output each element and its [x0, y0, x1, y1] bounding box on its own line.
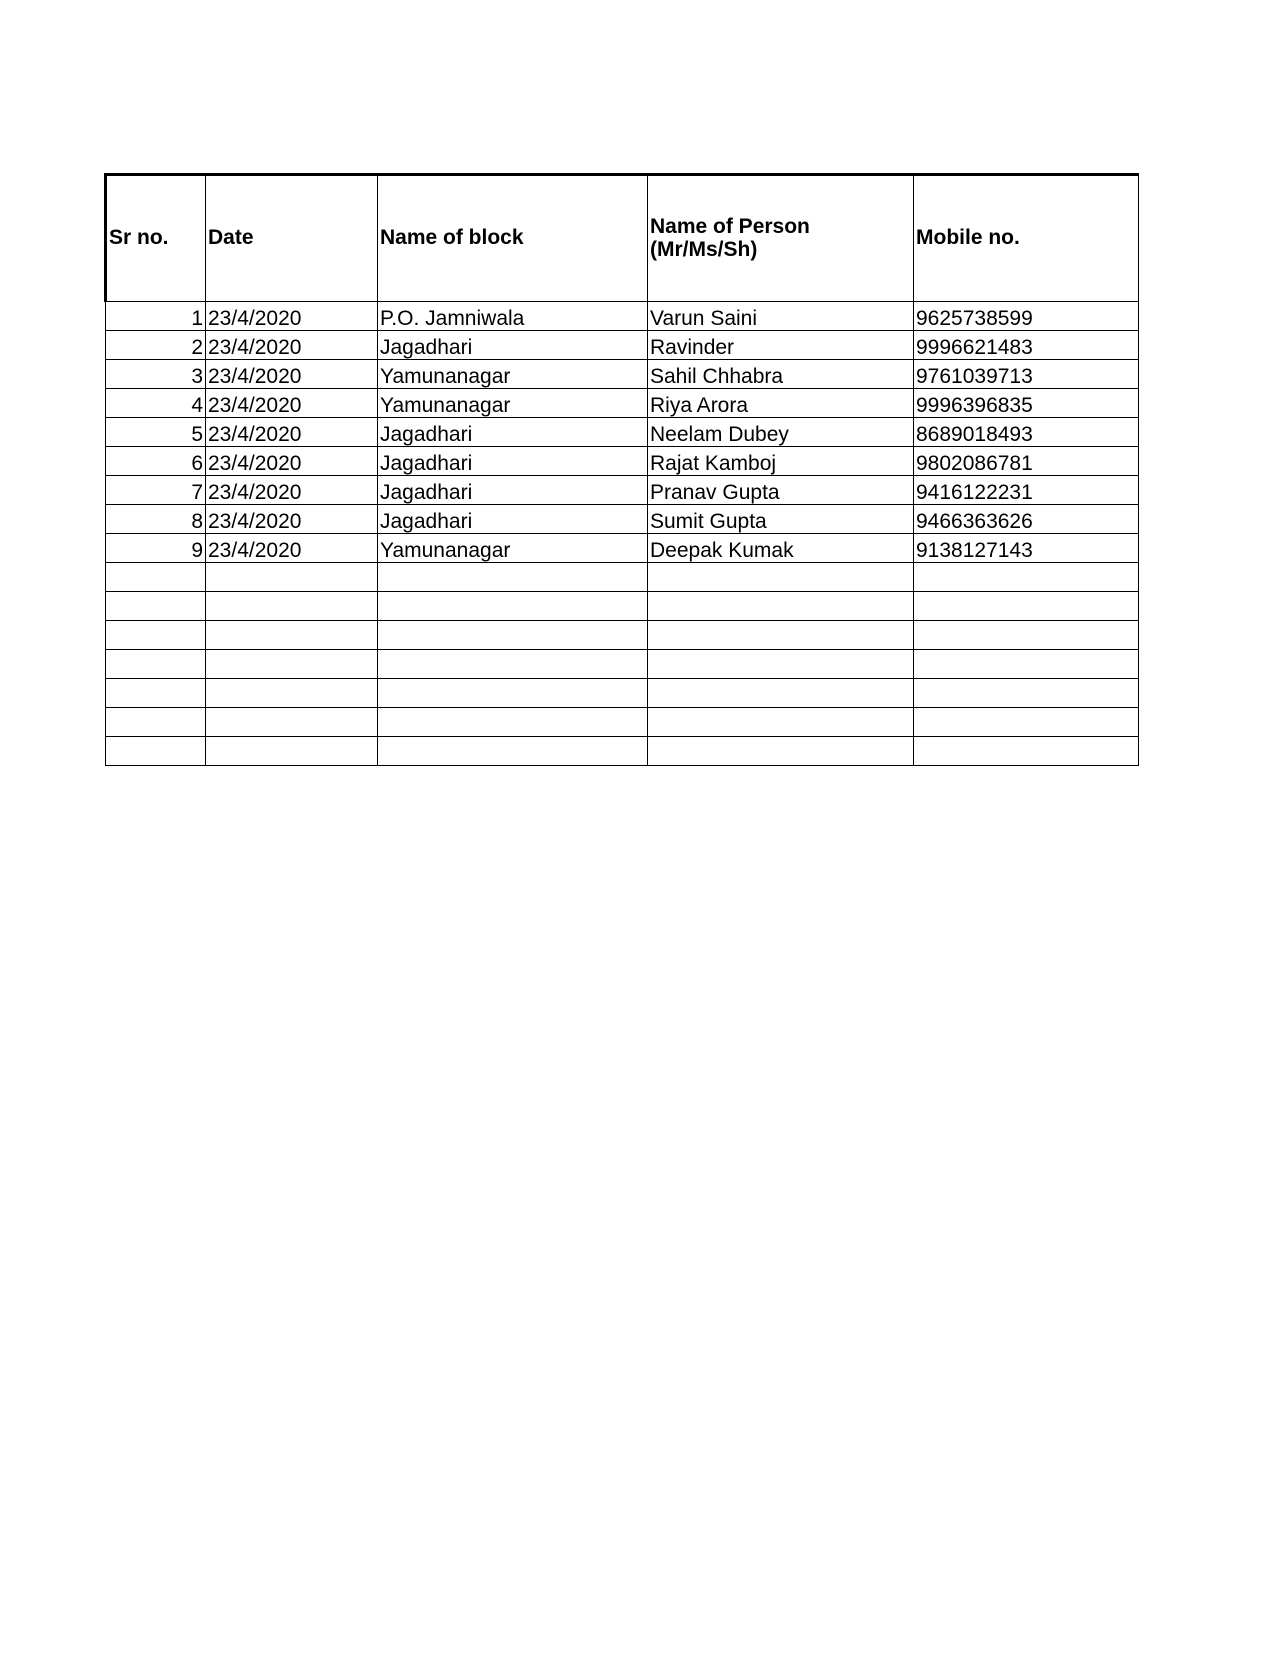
header-date[interactable]: Date — [206, 175, 378, 302]
cell-sr-no[interactable]: 8 — [106, 505, 206, 534]
table-body — [106, 302, 1139, 766]
cell-block[interactable] — [378, 592, 648, 621]
cell-mobile[interactable]: 9466363626 — [914, 505, 1139, 534]
table-row — [106, 621, 1139, 650]
cell-date[interactable] — [206, 679, 378, 708]
cell-person[interactable]: Varun Saini — [648, 302, 914, 331]
cell-block[interactable]: Yamunanagar — [378, 389, 648, 418]
cell-sr-no[interactable]: 7 — [106, 476, 206, 505]
cell-date[interactable] — [206, 592, 378, 621]
cell-block[interactable]: Yamunanagar — [378, 534, 648, 563]
cell-block[interactable] — [378, 621, 648, 650]
cell-date[interactable] — [206, 650, 378, 679]
table-row — [106, 331, 1139, 360]
cell-mobile[interactable] — [914, 592, 1139, 621]
cell-block[interactable] — [378, 737, 648, 766]
cell-date[interactable]: 23/4/2020 — [206, 418, 378, 447]
header-name-of-block[interactable]: Name of block — [378, 175, 648, 302]
cell-sr-no[interactable]: 6 — [106, 447, 206, 476]
cell-person[interactable] — [648, 592, 914, 621]
cell-date[interactable]: 23/4/2020 — [206, 476, 378, 505]
table-row — [106, 737, 1139, 766]
cell-person[interactable] — [648, 563, 914, 592]
header-row — [106, 175, 1139, 302]
cell-block[interactable]: Jagadhari — [378, 331, 648, 360]
cell-person[interactable] — [648, 708, 914, 737]
cell-mobile[interactable] — [914, 563, 1139, 592]
cell-date[interactable] — [206, 563, 378, 592]
cell-person[interactable]: Deepak Kumak — [648, 534, 914, 563]
cell-sr-no[interactable] — [106, 592, 206, 621]
cell-person[interactable]: Neelam Dubey — [648, 418, 914, 447]
cell-date[interactable] — [206, 621, 378, 650]
table-row — [106, 592, 1139, 621]
cell-sr-no[interactable] — [106, 679, 206, 708]
table-row — [106, 418, 1139, 447]
header-name-of-person[interactable]: Name of Person (Mr/Ms/Sh) — [648, 175, 914, 302]
cell-block[interactable] — [378, 679, 648, 708]
cell-block[interactable]: Jagadhari — [378, 418, 648, 447]
cell-mobile[interactable]: 9625738599 — [914, 302, 1139, 331]
cell-sr-no[interactable] — [106, 563, 206, 592]
cell-date[interactable]: 23/4/2020 — [206, 302, 378, 331]
data-table — [104, 173, 1139, 766]
cell-date[interactable]: 23/4/2020 — [206, 534, 378, 563]
cell-mobile[interactable] — [914, 650, 1139, 679]
cell-mobile[interactable]: 9416122231 — [914, 476, 1139, 505]
cell-person[interactable] — [648, 621, 914, 650]
cell-sr-no[interactable]: 9 — [106, 534, 206, 563]
cell-person[interactable]: Ravinder — [648, 331, 914, 360]
cell-person[interactable]: Riya Arora — [648, 389, 914, 418]
cell-block[interactable] — [378, 650, 648, 679]
table-row — [106, 563, 1139, 592]
table-row — [106, 360, 1139, 389]
cell-mobile[interactable]: 9761039713 — [914, 360, 1139, 389]
cell-sr-no[interactable]: 4 — [106, 389, 206, 418]
table-row — [106, 476, 1139, 505]
cell-sr-no[interactable] — [106, 621, 206, 650]
cell-block[interactable]: Yamunanagar — [378, 360, 648, 389]
cell-sr-no[interactable] — [106, 708, 206, 737]
cell-date[interactable]: 23/4/2020 — [206, 505, 378, 534]
header-sr-no[interactable]: Sr no. — [106, 175, 206, 302]
cell-person[interactable]: Sahil Chhabra — [648, 360, 914, 389]
cell-mobile[interactable]: 9996621483 — [914, 331, 1139, 360]
cell-sr-no[interactable]: 5 — [106, 418, 206, 447]
cell-person[interactable] — [648, 679, 914, 708]
cell-sr-no[interactable]: 1 — [106, 302, 206, 331]
cell-date[interactable]: 23/4/2020 — [206, 389, 378, 418]
cell-sr-no[interactable]: 3 — [106, 360, 206, 389]
cell-mobile[interactable] — [914, 708, 1139, 737]
table-row — [106, 534, 1139, 563]
table-row — [106, 505, 1139, 534]
cell-sr-no[interactable]: 2 — [106, 331, 206, 360]
cell-mobile[interactable] — [914, 679, 1139, 708]
cell-date[interactable]: 23/4/2020 — [206, 360, 378, 389]
cell-sr-no[interactable] — [106, 650, 206, 679]
cell-date[interactable]: 23/4/2020 — [206, 447, 378, 476]
cell-person[interactable]: Pranav Gupta — [648, 476, 914, 505]
cell-block[interactable]: Jagadhari — [378, 476, 648, 505]
cell-mobile[interactable]: 9802086781 — [914, 447, 1139, 476]
cell-block[interactable] — [378, 563, 648, 592]
cell-date[interactable] — [206, 737, 378, 766]
cell-person[interactable]: Sumit Gupta — [648, 505, 914, 534]
cell-block[interactable]: Jagadhari — [378, 447, 648, 476]
cell-mobile[interactable]: 8689018493 — [914, 418, 1139, 447]
header-mobile-no[interactable]: Mobile no. — [914, 175, 1139, 302]
cell-person[interactable] — [648, 737, 914, 766]
cell-person[interactable] — [648, 650, 914, 679]
table-row — [106, 447, 1139, 476]
cell-block[interactable]: P.O. Jamniwala — [378, 302, 648, 331]
table-row — [106, 708, 1139, 737]
cell-mobile[interactable] — [914, 737, 1139, 766]
cell-person[interactable]: Rajat Kamboj — [648, 447, 914, 476]
cell-block[interactable] — [378, 708, 648, 737]
cell-mobile[interactable]: 9138127143 — [914, 534, 1139, 563]
cell-mobile[interactable] — [914, 621, 1139, 650]
cell-date[interactable]: 23/4/2020 — [206, 331, 378, 360]
cell-block[interactable]: Jagadhari — [378, 505, 648, 534]
spreadsheet-page — [104, 173, 1139, 766]
table-row — [106, 650, 1139, 679]
cell-date[interactable] — [206, 708, 378, 737]
table-row — [106, 679, 1139, 708]
table-row — [106, 389, 1139, 418]
cell-sr-no[interactable] — [106, 737, 206, 766]
cell-mobile[interactable]: 9996396835 — [914, 389, 1139, 418]
table-row — [106, 302, 1139, 331]
